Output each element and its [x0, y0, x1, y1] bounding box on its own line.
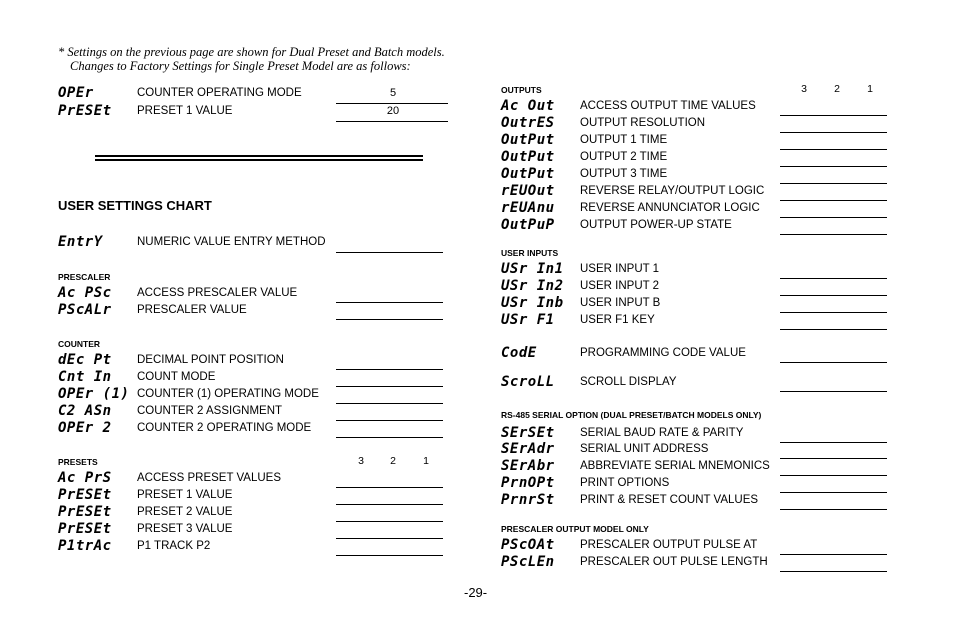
- counter-desc: COUNTER (1) OPERATING MODE: [137, 388, 319, 400]
- outputs-line: [780, 115, 887, 116]
- user-inputs-line: [780, 329, 887, 330]
- counter-line: [336, 420, 443, 421]
- factory-value-1: 5: [389, 87, 397, 99]
- presets-desc: P1 TRACK P2: [137, 540, 211, 552]
- prescaler-output-code: PScOAt: [501, 537, 555, 553]
- serial-heading: RS-485 SERIAL OPTION (DUAL PRESET/BATCH MODELS ONLY): [501, 410, 762, 420]
- outputs-code: Ac Out: [501, 98, 555, 114]
- serial-line: [780, 475, 887, 476]
- outputs-col-header: 1: [867, 83, 873, 95]
- scroll-row-code: ScroLL: [501, 374, 555, 390]
- counter-code: Cnt In: [58, 369, 112, 385]
- outputs-col-header: 2: [834, 83, 840, 95]
- serial-desc: SERIAL UNIT ADDRESS: [580, 443, 709, 455]
- factory-desc-2: PRESET 1 VALUE: [137, 105, 233, 117]
- factory-line-1: [336, 103, 448, 104]
- code-row-desc: PROGRAMMING CODE VALUE: [580, 347, 746, 359]
- scroll-row-line: [780, 391, 887, 392]
- prescaler-output-line: [780, 554, 887, 555]
- outputs-desc: OUTPUT 2 TIME: [580, 151, 668, 163]
- presets-line: [336, 521, 443, 522]
- prescaler-code: Ac PSc: [58, 285, 112, 301]
- outputs-desc: REVERSE ANNUNCIATOR LOGIC: [580, 202, 760, 214]
- counter-code: C2 ASn: [58, 403, 112, 419]
- serial-code: SErAbr: [501, 458, 555, 474]
- outputs-desc: OUTPUT 1 TIME: [580, 134, 668, 146]
- outputs-line: [780, 217, 887, 218]
- divider-top: [95, 155, 423, 157]
- presets-line: [336, 538, 443, 539]
- presets-code: PrESEt: [58, 487, 112, 503]
- serial-code: SErAdr: [501, 441, 555, 457]
- prescaler-output-desc: PRESCALER OUT PULSE LENGTH: [580, 556, 768, 568]
- code-row-line: [780, 362, 887, 363]
- serial-code: PrnOPt: [501, 475, 555, 491]
- prescaler-output-line: [780, 571, 887, 572]
- outputs-desc: ACCESS OUTPUT TIME VALUES: [580, 100, 756, 112]
- presets-line: [336, 487, 443, 488]
- user-inputs-code: USr F1: [501, 312, 555, 328]
- serial-code: PrnrSt: [501, 492, 555, 508]
- factory-value-2: 20: [386, 105, 400, 117]
- user-inputs-heading: USER INPUTS: [501, 248, 559, 258]
- serial-line: [780, 492, 887, 493]
- prescaler-code: PScALr: [58, 302, 112, 318]
- outputs-desc: REVERSE RELAY/OUTPUT LOGIC: [580, 185, 765, 197]
- presets-col-header: 3: [358, 455, 364, 467]
- serial-desc: PRINT OPTIONS: [580, 477, 670, 489]
- counter-desc: COUNTER 2 ASSIGNMENT: [137, 405, 283, 417]
- prescaler-output-code: PScLEn: [501, 554, 555, 570]
- outputs-heading: OUTPUTS: [501, 85, 542, 95]
- entry-desc: NUMERIC VALUE ENTRY METHOD: [137, 236, 326, 248]
- presets-desc: ACCESS PRESET VALUES: [137, 472, 282, 484]
- presets-code: Ac PrS: [58, 470, 112, 486]
- outputs-line: [780, 183, 887, 184]
- counter-desc: COUNTER 2 OPERATING MODE: [137, 422, 312, 434]
- outputs-code: OutPut: [501, 149, 555, 165]
- counter-line: [336, 437, 443, 438]
- prescaler-desc: PRESCALER VALUE: [137, 304, 247, 316]
- serial-line: [780, 458, 887, 459]
- presets-line: [336, 555, 443, 556]
- outputs-code: OutPut: [501, 166, 555, 182]
- prescaler-desc: ACCESS PRESCALER VALUE: [137, 287, 298, 299]
- user-inputs-desc: USER INPUT 2: [580, 280, 660, 292]
- presets-col-header: 2: [390, 455, 396, 467]
- serial-code: SErSEt: [501, 425, 555, 441]
- presets-heading: PRESETS: [58, 457, 98, 467]
- outputs-line: [780, 234, 887, 235]
- outputs-code: rEUAnu: [501, 200, 555, 216]
- serial-line: [780, 442, 887, 443]
- page-number: -29-: [464, 585, 488, 600]
- user-inputs-line: [780, 295, 887, 296]
- outputs-code: OutPut: [501, 132, 555, 148]
- prescaler-line: [336, 319, 443, 320]
- counter-code: OPEr 2: [58, 420, 112, 436]
- factory-line-2: [336, 121, 448, 122]
- presets-code: P1trAc: [58, 538, 112, 554]
- user-inputs-desc: USER INPUT 1: [580, 263, 660, 275]
- user-inputs-desc: USER INPUT B: [580, 297, 661, 309]
- outputs-code: OutrES: [501, 115, 555, 131]
- user-inputs-desc: USER F1 KEY: [580, 314, 655, 326]
- outputs-line: [780, 166, 887, 167]
- presets-col-header: 1: [423, 455, 429, 467]
- user-inputs-code: USr Inb: [501, 295, 564, 311]
- presets-code: PrESEt: [58, 521, 112, 537]
- user-inputs-line: [780, 278, 887, 279]
- outputs-col-header: 3: [801, 83, 807, 95]
- presets-desc: PRESET 1 VALUE: [137, 489, 233, 501]
- counter-line: [336, 386, 443, 387]
- outputs-desc: OUTPUT RESOLUTION: [580, 117, 706, 129]
- outputs-line: [780, 200, 887, 201]
- user-inputs-code: USr In1: [501, 261, 564, 277]
- counter-line: [336, 403, 443, 404]
- prescaler-output-heading: PRESCALER OUTPUT MODEL ONLY: [501, 524, 649, 534]
- outputs-code: rEUOut: [501, 183, 555, 199]
- counter-desc: DECIMAL POINT POSITION: [137, 354, 284, 366]
- counter-code: dEc Pt: [58, 352, 112, 368]
- factory-code-2: PrESEt: [58, 103, 112, 119]
- footnote-line-1: * Settings on the previous page are shown for Dual Preset and Batch models.: [58, 45, 445, 59]
- user-inputs-code: USr In2: [501, 278, 564, 294]
- prescaler-output-desc: PRESCALER OUTPUT PULSE AT: [580, 539, 758, 551]
- scroll-row-desc: SCROLL DISPLAY: [580, 376, 677, 388]
- entry-line: [336, 252, 443, 253]
- entry-code: EntrY: [58, 234, 103, 250]
- presets-desc: PRESET 2 VALUE: [137, 506, 233, 518]
- serial-desc: SERIAL BAUD RATE & PARITY: [580, 427, 744, 439]
- outputs-line: [780, 132, 887, 133]
- outputs-line: [780, 149, 887, 150]
- divider-bottom: [95, 159, 423, 161]
- outputs-code: OutPuP: [501, 217, 555, 233]
- outputs-desc: OUTPUT POWER-UP STATE: [580, 219, 732, 231]
- serial-desc: ABBREVIATE SERIAL MNEMONICS: [580, 460, 770, 472]
- code-row-code: CodE: [501, 345, 537, 361]
- page-title: USER SETTINGS CHART: [58, 198, 212, 213]
- serial-desc: PRINT & RESET COUNT VALUES: [580, 494, 759, 506]
- outputs-desc: OUTPUT 3 TIME: [580, 168, 668, 180]
- counter-code: OPEr (1): [58, 386, 130, 402]
- presets-line: [336, 504, 443, 505]
- factory-desc-1: COUNTER OPERATING MODE: [137, 87, 302, 99]
- serial-line: [780, 509, 887, 510]
- presets-code: PrESEt: [58, 504, 112, 520]
- footnote-line-2: Changes to Factory Settings for Single Preset Model are as follows:: [70, 59, 411, 73]
- presets-desc: PRESET 3 VALUE: [137, 523, 233, 535]
- counter-desc: COUNT MODE: [137, 371, 216, 383]
- factory-code-1: OPEr: [58, 85, 94, 101]
- user-inputs-line: [780, 312, 887, 313]
- counter-line: [336, 369, 443, 370]
- prescaler-line: [336, 302, 443, 303]
- counter-heading: COUNTER: [58, 339, 101, 349]
- prescaler-heading: PRESCALER: [58, 272, 111, 282]
